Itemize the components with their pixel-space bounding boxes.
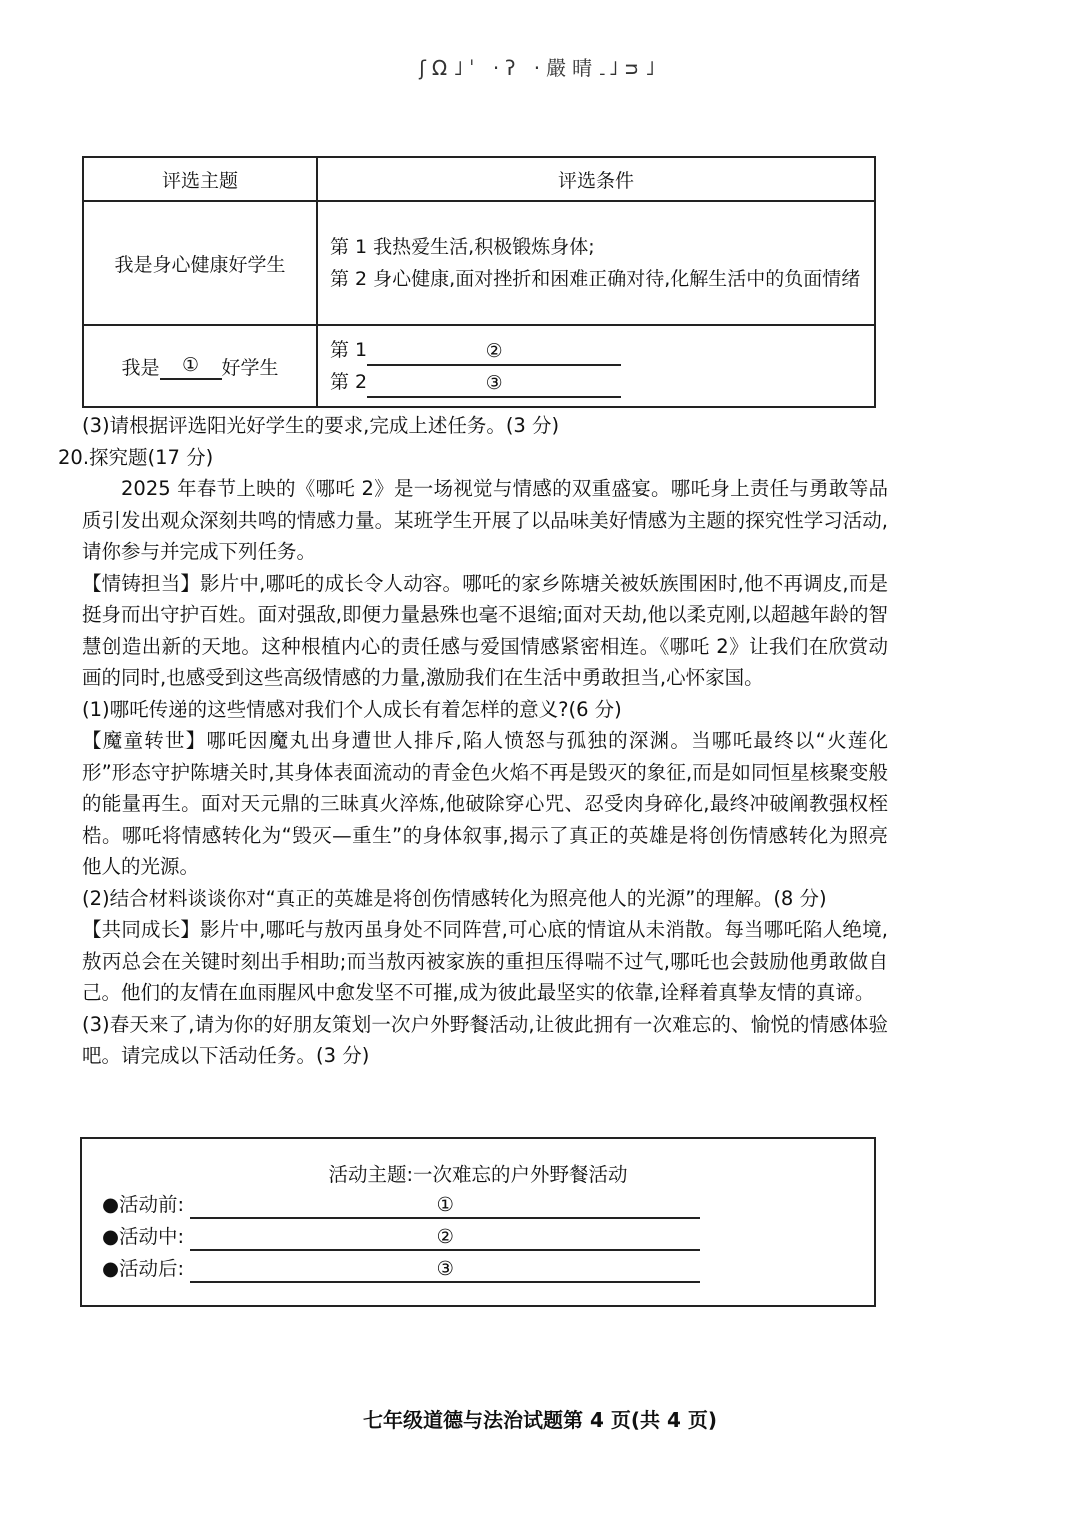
- answer-blank-2[interactable]: ②: [367, 338, 621, 366]
- theme-cell: 我是身心健康好学生: [83, 201, 317, 325]
- table-row: [83, 201, 875, 325]
- material-section-3: 【共同成长】影片中,哪吒与敖丙虽身处不同阵营,可心底的情谊从未消散。每当哪吒陷人绝境,敖丙总会在关键时刻出手相助;而当敖丙被家族的重担压得喘不过气,哪吒也会鼓励他勇敢做自己。他们的友情在血雨腥风中愈发坚不可摧,成为彼此最坚实的依靠,诠释着真挚友情的真谛。: [82, 918, 888, 1004]
- question-20-2: (2)结合材料谈谈你对“真正的英雄是将创伤情感转化为照亮他人的光源”的理解。(8 分): [82, 886, 827, 910]
- theme-cell: [83, 325, 317, 407]
- answer-blank-1[interactable]: ①: [160, 352, 222, 380]
- activity-blank-3[interactable]: ③: [190, 1257, 700, 1283]
- question-20-3: (3)春天来了,请为你的好朋友策划一次户外野餐活动,让彼此拥有一次难忘的、愉悦的情感体验吧。请完成以下活动任务。(3 分): [82, 1012, 888, 1067]
- activity-row: [102, 1222, 874, 1251]
- question-20-heading: 20.探究题(17 分): [58, 445, 214, 469]
- activity-row: [102, 1254, 874, 1283]
- activity-row: [102, 1190, 874, 1219]
- answer-blank-3[interactable]: ③: [367, 370, 621, 398]
- question-20-1: (1)哪吒传递的这些情感对我们个人成长有着怎样的意义?(6 分): [82, 697, 622, 721]
- question-19-3: (3)请根据评选阳光好学生的要求,完成上述任务。(3 分): [82, 414, 560, 437]
- condition-1: 第 1 我热爱生活,积极锻炼身体;: [330, 236, 595, 258]
- condition-cell: [317, 201, 875, 325]
- condition-2-label: 第 2: [330, 371, 368, 393]
- activity-label: ●活动中:: [102, 1225, 185, 1248]
- table-header-row: [83, 157, 875, 201]
- header-condition: 评选条件: [317, 157, 875, 201]
- activity-box: [80, 1137, 876, 1307]
- question-20-intro: 2025 年春节上映的《哪吒 2》是一场视觉与情感的双重盛宴。哪吒身上责任与勇敢等品质引发出观众深刻共鸣的情感力量。某班学生开展了以品味美好情感为主题的探究性学习活动,请你参与并完成下列任务。: [82, 477, 888, 563]
- table-row: [83, 325, 875, 407]
- evaluation-table: [82, 156, 876, 408]
- activity-label: ●活动后:: [102, 1257, 185, 1280]
- condition-1-label: 第 1: [330, 339, 368, 361]
- header-scrawl: ʃΩ˩ˈ ·ʔ ·嚴晴˩˩ᴝ˩: [419, 56, 661, 80]
- material-section-1: 【情铸担当】影片中,哪吒的成长令人动容。哪吒的家乡陈塘关被妖族围困时,他不再调皮,而是挺身而出守护百姓。面对强敌,即便力量悬殊也毫不退缩;面对天劫,他以柔克刚,以超越年龄的智慧创造出新的天地。这种根植内心的责任感与爱国情感紧密相连。《哪吒 2》让我们在欣赏动画的同时,也感受到这些高级情感的力量,激励我们在生活中勇敢担当,心怀家国。: [82, 571, 888, 689]
- activity-title: 活动主题:一次难忘的户外野餐活动: [328, 1163, 628, 1186]
- activity-blank-2[interactable]: ②: [190, 1225, 700, 1251]
- condition-2: 第 2 身心健康,面对挫折和困难正确对待,化解生活中的负面情绪: [330, 268, 861, 290]
- question-content: [58, 410, 888, 1072]
- activity-blank-1[interactable]: ①: [190, 1193, 700, 1219]
- page-footer: 七年级道德与法治试题第 4 页(共 4 页): [363, 1408, 717, 1432]
- header-theme: 评选主题: [83, 157, 317, 201]
- condition-cell: [317, 325, 875, 407]
- activity-label: ●活动前:: [102, 1193, 185, 1216]
- theme-suffix: 好学生: [221, 357, 279, 379]
- theme-prefix: 我是: [121, 357, 160, 379]
- material-section-2: 【魔童转世】哪吒因魔丸出身遭世人排斥,陷人愤怒与孤独的深渊。当哪吒最终以“火莲化形”形态守护陈塘关时,其身体表面流动的青金色火焰不再是毁灭的象征,而是如同恒星核聚变般的能量再生。面对天元鼎的三昧真火淬炼,他破除穿心咒、忍受肉身碎化,最终冲破阐教强权桎梏。哪吒将情感转化为“毁灭—重生”的身体叙事,揭示了真正的英雄是将创伤情感转化为照亮他人的光源。: [82, 729, 888, 878]
